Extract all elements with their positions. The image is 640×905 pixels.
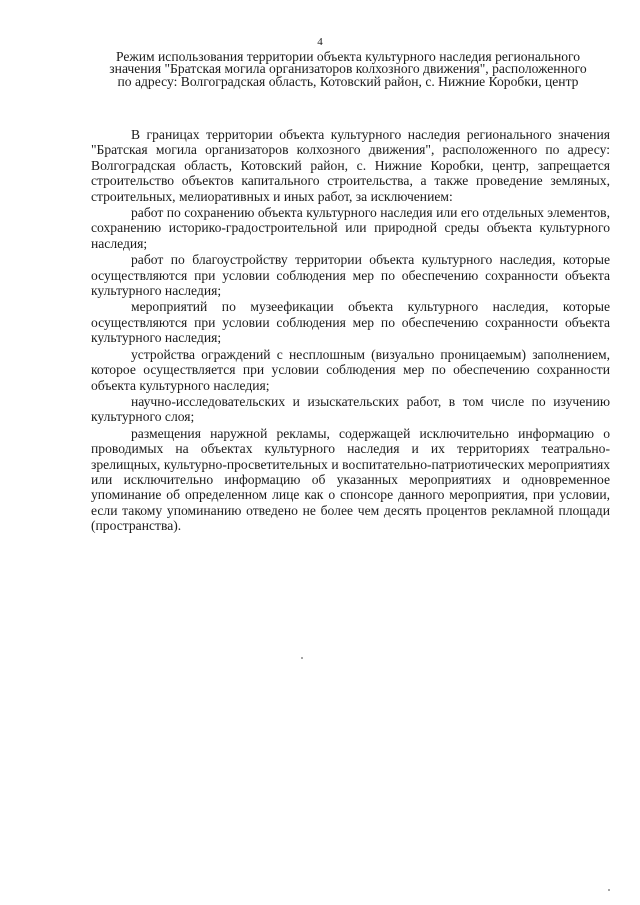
body-paragraph-research-works: научно-исследовательских и изыскательских работ, в том числе по изучению культурного слоя; [91, 393, 610, 425]
page-number: 4 [317, 36, 323, 48]
scan-speck [608, 889, 610, 891]
body-paragraph-outdoor-advertising: размещения наружной рекламы, содержащей исключительно информацию о проводимых на объектах культурного наследия и их территориях театрально-зрелищных, культурно-просветительных и воспитательно-патриотических мероприятиях или исключительно информацию об указанных мероприятиях и одновременное упоминание об определенном лице как о спонсоре данного мероприятия, при условии, если такому упоминанию отведено не более чем десять процентов рекламной площади (пространства). [91, 425, 610, 534]
document-heading: Режим использования территории объекта культурного наследия регионального значения "Братская могила организаторов колхозного движения", расположенного по адресу: Волгоградская область, Котовский район, с. Нижние Коробки, центр [109, 49, 587, 89]
body-paragraph-intro: В границах территории объекта культурного наследия регионального значения "Братская могила организаторов колхозного движения", расположенного по адресу: Волгоградская область, Котовский район, с. Нижние Коробки, центр, запрещается строительство объектов капитального строительства, а также проведение земляных, строительных, мелиоративных и иных работ, за исключением: [91, 127, 610, 204]
body-paragraph-preservation-works: работ по сохранению объекта культурного наследия или его отдельных элементов, сохранению историко-градостроительной или природной среды объекта культурного наследия; [91, 205, 610, 251]
body-paragraph-fencing: устройства ограждений с несплошным (визуально проницаемым) заполнением, которое осуществляется при условии соблюдения мер по обеспечению сохранности объекта культурного наследия; [91, 346, 610, 393]
body-paragraph-landscaping-works: работ по благоустройству территории объекта культурного наследия, которые осуществляются при условии соблюдения мер по обеспечению сохранности объекта культурного наследия; [91, 252, 610, 299]
body-paragraph-museum-activities: мероприятий по музеефикации объекта культурного наследия, которые осуществляются при условии соблюдения мер по обеспечению сохранности объекта культурного наследия; [91, 299, 610, 346]
scan-speck [301, 657, 303, 659]
document-body [91, 127, 610, 534]
